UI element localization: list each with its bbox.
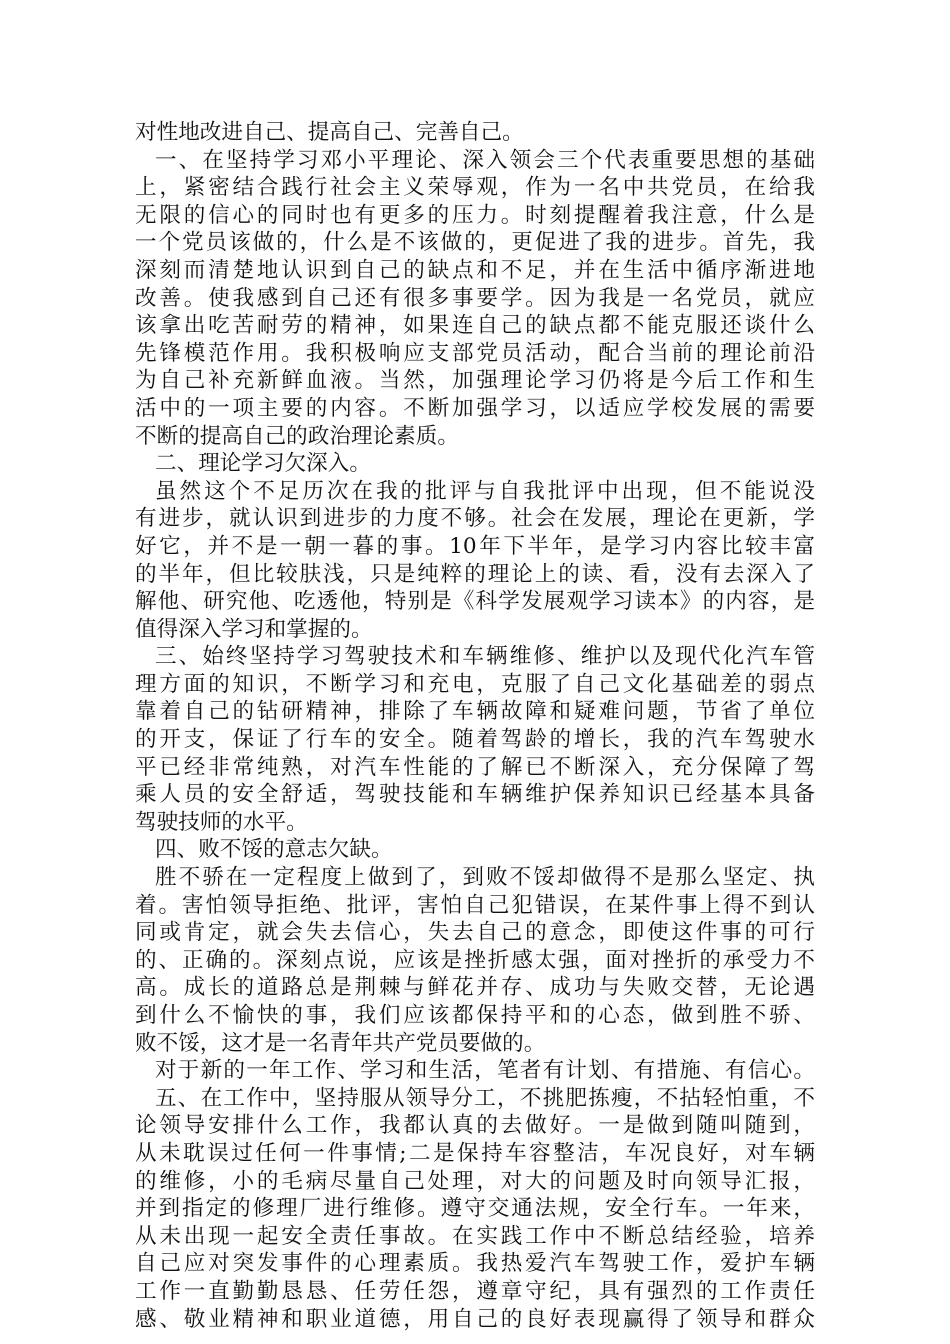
text-line: 的半年，但比较肤浅，只是纯粹的理论上的读、看，没有去深入了 <box>135 561 815 587</box>
text-line: 五、在工作中，坚持服从领导分工，不挑肥拣瘦，不拈轻怕重，不 <box>155 1085 815 1111</box>
text-line: 到什么不愉快的事，我们应该都保持平和的心态，做到胜不骄、 <box>135 1003 815 1028</box>
text-line: 自己应对突发事件的心理素质。我热爱汽车驾驶工作，爱护车辆 <box>135 1251 815 1277</box>
text-line: 同或肯定，就会失去信心，失去自己的意念，即使这件事的可行 <box>135 920 815 946</box>
text-line: 为自己补充新鲜血液。当然，加强理论学习仍将是今后工作和生 <box>135 368 815 394</box>
text-line: 上，紧密结合践行社会主义荣辱观，作为一名中共党员，在给我 <box>135 175 815 201</box>
document-body-text <box>135 119 815 1333</box>
text-line: 解他、研究他、吃透他，特别是《科学发展观学习读本》的内容，是 <box>135 589 815 615</box>
text-line: 对性地改进自己、提高自己、完善自己。 <box>135 120 524 145</box>
text-line: 从未耽误过任何一件事情;二是保持车容整洁，车况良好，对车辆 <box>135 1140 815 1166</box>
text-line: 高。成长的道路总是荆棘与鲜花并存、成功与失败交替，无论遇 <box>135 975 815 1001</box>
text-line: 该拿出吃苦耐劳的精神，如果连自己的缺点都不能克服还谈什么 <box>135 313 815 339</box>
text-line: 二、理论学习欠深入。 <box>155 451 371 477</box>
text-line: 胜不骄在一定程度上做到了，到败不馁却做得不是那么坚定、执 <box>155 865 815 891</box>
text-line: 靠着自己的钻研精神，排除了车辆故障和疑难问题，节省了单位 <box>135 699 815 725</box>
text-line: 理方面的知识，不断学习和充电，克服了自己文化基础差的弱点 <box>135 671 815 697</box>
text-line: 论领导安排什么工作，我都认真的去做好。一是做到随叫随到， <box>135 1113 815 1139</box>
text-line: 驾驶技师的水平。 <box>135 809 308 835</box>
text-line: 活中的一项主要的内容。不断加强学习，以适应学校发展的需要 <box>135 395 815 421</box>
text-line: 败不馁，这才是一名青年共产党员要做的。 <box>135 1030 546 1056</box>
text-line: 虽然这个不足历次在我的批评与自我批评中出现，但不能说没 <box>155 478 815 504</box>
text-line: 有进步，就认识到进步的力度不够。社会在发展，理论在更新，学 <box>135 506 815 532</box>
text-line: 并到指定的修理厂进行维修。遵守交通法规，安全行车。一年来， <box>135 1196 815 1222</box>
text-line: 值得深入学习和掌握的。 <box>135 616 373 642</box>
text-line: 深刻而清楚地认识到自己的缺点和不足，并在生活中循序渐进地 <box>135 257 815 283</box>
text-line: 乘人员的安全舒适，驾驶技能和车辆维护保养知识已经基本具备 <box>135 782 815 808</box>
text-line: 从未出现一起安全责任事故。在实践工作中不断总结经验，培养 <box>135 1223 815 1249</box>
text-line: 的开支，保证了行车的安全。随着驾龄的增长，我的汽车驾驶水 <box>135 727 815 753</box>
text-line: 不断的提高自己的政治理论素质。 <box>135 423 459 449</box>
text-line: 三、始终坚持学习驾驶技术和车辆维修、维护以及现代化汽车管 <box>155 644 815 670</box>
text-line: 感、敬业精神和职业道德，用自己的良好表现赢得了领导和群众 <box>135 1306 815 1332</box>
text-line: 的、正确的。深刻点说，应该是挫折感太强，面对挫折的承受力不 <box>135 947 815 973</box>
text-line: 的维修，小的毛病尽量自己处理，对大的问题及时向领导汇报， <box>135 1168 815 1194</box>
text-line: 着。害怕领导拒绝、批评，害怕自己犯错误，在某件事上得不到认 <box>135 892 815 918</box>
text-line: 无限的信心的同时也有更多的压力。时刻提醒着我注意，什么是 <box>135 202 815 228</box>
text-line: 工作一直勤勤恳恳、任劳任怨，遵章守纪，具有强烈的工作责任 <box>135 1278 815 1304</box>
text-line: 先锋模范作用。我积极响应支部党员活动，配合当前的理论前沿 <box>135 340 815 366</box>
text-line: 对于新的一年工作、学习和生活，笔者有计划、有措施、有信心。 <box>155 1058 815 1084</box>
text-line: 四、败不馁的意志欠缺。 <box>155 837 393 863</box>
text-line: 好它，并不是一朝一暮的事。10年下半年，是学习内容比较丰富 <box>135 533 815 559</box>
text-line: 改善。使我感到自己还有很多事要学。因为我是一名党员，就应 <box>135 285 815 311</box>
text-line: 一个党员该做的，什么是不该做的，更促进了我的进步。首先，我 <box>135 230 815 256</box>
text-line: 平已经非常纯熟，对汽车性能的了解已不断深入，充分保障了驾 <box>135 754 815 780</box>
text-line: 一、在坚持学习邓小平理论、深入领会三个代表重要思想的基础 <box>155 147 815 173</box>
